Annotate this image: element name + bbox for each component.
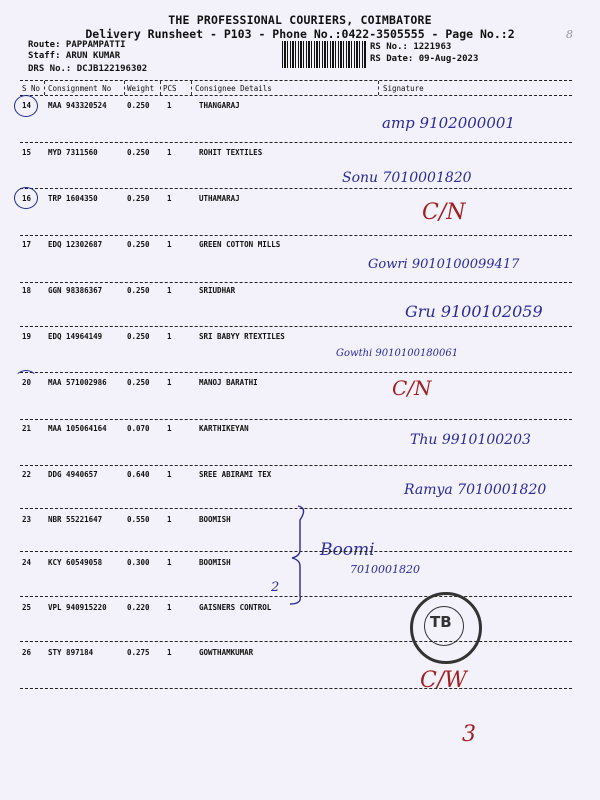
row-signature: Ramya 7010001820	[404, 482, 547, 498]
row-sno: 25	[22, 603, 32, 612]
row-signature: Gowri 9010100099417	[368, 257, 520, 272]
row-signature: Boomi	[320, 540, 375, 560]
col-pcs: PCS	[163, 84, 177, 93]
bracket-note: 2	[271, 580, 280, 595]
row-pcs: 1	[167, 148, 172, 157]
row-consignment: EDQ 14964149	[48, 332, 103, 341]
row-consignee: MANOJ BARATHI	[199, 378, 258, 387]
page-mark: 3	[462, 722, 476, 747]
row-consignment: MYD 7311560	[48, 148, 98, 157]
col-consignment: Consignment No	[48, 84, 112, 93]
row-consignment: TRP 1604350	[48, 194, 98, 203]
row-consignee: SRIUDHAR	[199, 286, 236, 295]
row-pcs: 1	[167, 558, 172, 567]
drs-number: DRS No.: DCJB122196302	[28, 64, 148, 74]
row-consignment: MAA 571002986	[48, 378, 107, 387]
row-sno: 17	[22, 240, 32, 249]
row-consignee: BOOMISH	[199, 515, 231, 524]
row-signature: C/N	[422, 200, 466, 225]
staff-label: Staff: ARUN KUMAR	[28, 51, 121, 61]
row-consignee: SREE ABIRAMI TEX	[199, 470, 272, 479]
row-weight: 0.250	[127, 378, 150, 387]
rs-date: RS Date: 09-Aug-2023	[370, 54, 479, 64]
row-consignment: DDG 4940657	[48, 470, 98, 479]
table-top-rule	[20, 80, 572, 81]
row-weight: 0.070	[127, 424, 150, 433]
row-consignment: MAA 943320524	[48, 101, 107, 110]
row-consignment: VPL 940915220	[48, 603, 107, 612]
col-weight: Weight	[127, 84, 155, 93]
row-weight: 0.250	[127, 332, 150, 341]
row-weight: 0.220	[127, 603, 150, 612]
row-sno: 24	[22, 558, 32, 567]
row-pcs: 1	[167, 194, 172, 203]
row-consignee: SRI BABYY RTEXTILES	[199, 332, 285, 341]
row-weight: 0.550	[127, 515, 150, 524]
route-label: Route: PAPPAMPATTI	[28, 40, 126, 50]
row-pcs: 1	[167, 603, 172, 612]
row-consignee: KARTHIKEYAN	[199, 424, 249, 433]
row-pcs: 1	[167, 101, 172, 110]
row-pcs: 1	[167, 648, 172, 657]
row-sno: 14	[22, 101, 32, 110]
row-weight: 0.300	[127, 558, 150, 567]
corner-mark: 8	[566, 28, 573, 41]
row-pcs: 1	[167, 515, 172, 524]
row-pcs: 1	[167, 286, 172, 295]
circle-mark-icon	[14, 370, 38, 392]
row-sno: 21	[22, 424, 32, 433]
row-weight: 0.250	[127, 101, 150, 110]
col-sno: S No	[22, 84, 41, 93]
company-title: THE PROFESSIONAL COURIERS, COIMBATORE	[168, 13, 432, 27]
row-sno: 18	[22, 286, 32, 295]
header-bottom-rule	[20, 95, 572, 96]
stamp-initials-icon: TB	[430, 613, 452, 631]
row-weight: 0.250	[127, 194, 150, 203]
row-consignment: MAA 105064164	[48, 424, 107, 433]
row-pcs: 1	[167, 240, 172, 249]
col-consignee: Consignee Details	[195, 84, 272, 93]
row-consignee: GREEN COTTON MILLS	[199, 240, 281, 249]
row-sno: 20	[22, 378, 32, 387]
row-signature: 7010001820	[350, 563, 420, 576]
row-signature: C/W	[420, 668, 467, 693]
circle-mark-icon	[14, 187, 38, 209]
row-consignee: ROHIT TEXTILES	[199, 148, 263, 157]
row-consignee: BOOMISH	[199, 558, 231, 567]
row-weight: 0.640	[127, 470, 150, 479]
row-consignment: EDQ 12302687	[48, 240, 103, 249]
row-pcs: 1	[167, 378, 172, 387]
row-pcs: 1	[167, 424, 172, 433]
row-sno: 16	[22, 194, 32, 203]
row-pcs: 1	[167, 332, 172, 341]
row-consignment: NBR 55221647	[48, 515, 103, 524]
row-sno: 15	[22, 148, 32, 157]
row-sno: 26	[22, 648, 32, 657]
row-consignment: KCY 60549058	[48, 558, 103, 567]
row-weight: 0.250	[127, 240, 150, 249]
row-weight: 0.275	[127, 648, 150, 657]
row-consignment: STY 897184	[48, 648, 94, 657]
row-sno: 22	[22, 470, 32, 479]
row-weight: 0.250	[127, 148, 150, 157]
row-consignee: GAISNERS CONTROL	[199, 603, 272, 612]
row-sno: 19	[22, 332, 32, 341]
row-signature: Thu 9910100203	[410, 432, 531, 448]
row-sno: 23	[22, 515, 32, 524]
row-signature: amp 9102000001	[382, 114, 515, 132]
row-signature: C/N	[392, 376, 432, 400]
row-signature: Sonu 7010001820	[342, 170, 472, 186]
row-weight: 0.250	[127, 286, 150, 295]
row-signature: Gowthi 9010100180061	[336, 348, 459, 359]
row-consignment: GGN 98386367	[48, 286, 103, 295]
row-signature: Gru 9100102059	[405, 302, 543, 321]
circle-mark-icon	[14, 95, 38, 117]
row-consignee: THANGARAJ	[199, 101, 240, 110]
row-pcs: 1	[167, 470, 172, 479]
col-signature: Signature	[383, 84, 424, 93]
row-consignee: GOWTHAMKUMAR	[199, 648, 254, 657]
barcode-icon	[282, 41, 366, 68]
rs-number: RS No.: 1221963	[370, 42, 452, 52]
row-consignee: UTHAMARAJ	[199, 194, 240, 203]
runsheet-subtitle: Delivery Runsheet - P103 - Phone No.:0422-3505555 - Page No.:2	[85, 27, 515, 41]
